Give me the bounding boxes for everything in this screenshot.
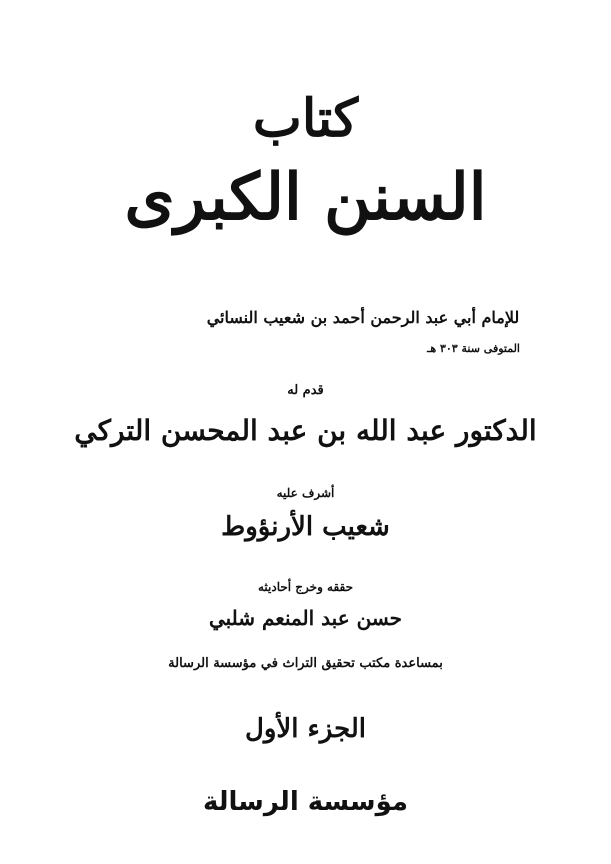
verifier-name: حسن عبد المنعم شلبي — [208, 606, 403, 630]
publisher-name: مؤسسة الرسالة — [203, 787, 408, 817]
assistance-line: بمساعدة مكتب تحقيق التراث في مؤسسة الرسالة — [168, 656, 443, 671]
supervised-by-label: أشرف عليه — [276, 486, 335, 500]
volume-label: الجزء الأول — [244, 714, 367, 744]
introducer-name: الدكتور عبد الله بن عبد المحسن التركي — [74, 414, 537, 447]
supervisor-name: شعيب الأرنؤوط — [221, 512, 390, 542]
author-line: للإمام أبي عبد الرحمن أحمد بن شعيب النسائي — [206, 308, 520, 327]
book-label: كتاب — [252, 88, 359, 149]
author-death-date: المتوفى سنة ٣٠٣ هـ — [427, 342, 520, 355]
verified-by-label: حققه وخرج أحاديثه — [257, 580, 354, 594]
introduced-by-label: قدم له — [287, 383, 324, 398]
book-title: السنن الكبرى — [124, 160, 487, 235]
